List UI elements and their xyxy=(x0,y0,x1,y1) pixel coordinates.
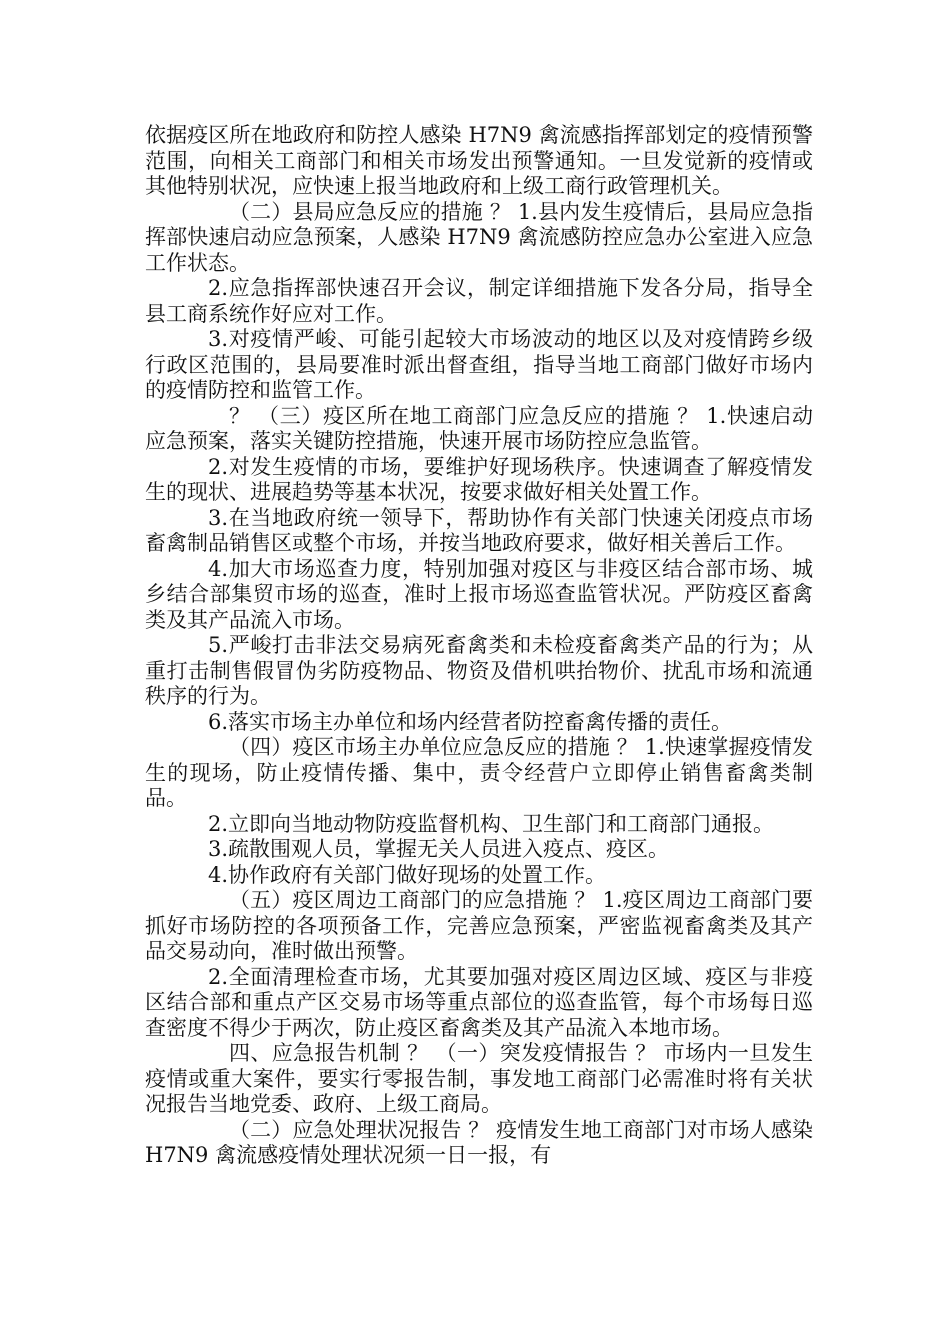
paragraph-reporting-mechanism: 四、应急报告机制 ？ （一）突发疫情报告 ？ 市场内一旦发生疫情或重大案件，要实行零报告制，事发地工商部门必需准时将有关状况报告当地党委、政府、上级工商局。 xyxy=(145,1041,813,1116)
paragraph-county-item-3: 3.对疫情严峻、可能引起较大市场波动的地区以及对疫情跨乡级行政区范围的，县局要准时派出督查组，指导当地工商部门做好市场内的疫情防控和监管工作。 xyxy=(145,327,813,402)
paragraph-local-item-6: 6.落实市场主办单位和场内经营者防控畜禽传播的责任。 xyxy=(208,709,733,734)
paragraph-local-item-2: 2.对发生疫情的市场，要维护好现场秩序。快速调查了解疫情发生的现状、进展趋势等基本状况，按要求做好相关处置工作。 xyxy=(145,454,813,504)
paragraph-market-item-4: 4.协作政府有关部门做好现场的处置工作。 xyxy=(208,862,607,887)
document-page xyxy=(145,123,813,1169)
paragraph-handling-report: （二）应急处理状况报告 ？ 疫情发生地工商部门对市场人感染 H7N9 禽流感疫情处理状况须一日一报，有 xyxy=(145,1117,813,1167)
paragraph-county-item-2: 2.应急指挥部快速召开会议，制定详细措施下发各分局，指导全县工商系统作好应对工作。 xyxy=(145,276,813,326)
paragraph-local-item-4: 4.加大市场巡查力度，特别加强对疫区与非疫区结合部市场、城乡结合部集贸市场的巡查，准时上报市场巡查监管状况。严防疫区畜禽类及其产品流入市场。 xyxy=(145,556,813,632)
paragraph-warning-scope: 依据疫区所在地政府和防控人感染 H7N9 禽流感指挥部划定的疫情预警范围，向相关工商部门和相关市场发出预警通知。一旦发觉新的疫情或其他特别状况，应快速上报当地政府和上级工商行政管理机关。 xyxy=(145,123,813,198)
paragraph-local-item-5: 5.严峻打击非法交易病死畜禽类和未检疫畜禽类产品的行为；从重打击制售假冒伪劣防疫物品、物资及借机哄抬物价、扰乱市场和流通秩序的行为。 xyxy=(145,633,813,708)
paragraph-local-response: ？ （三）疫区所在地工商部门应急反应的措施 ？ 1.快速启动应急预案，落实关键防控措施，快速开展市场防控应急监管。 xyxy=(145,403,813,453)
paragraph-market-response: （四）疫区市场主办单位应急反应的措施 ？ 1.快速掌握疫情发生的现场，防止疫情传播、集中，责令经营户立即停止销售畜禽类制品。 xyxy=(145,735,813,810)
paragraph-surrounding-item-2: 2.全面清理检查市场，尤其要加强对疫区周边区域、疫区与非疫区结合部和重点产区交易市场等重点部位的巡查监管，每个市场每日巡查密度不得少于两次，防止疫区畜禽类及其产品流入本地市场。 xyxy=(145,964,813,1040)
paragraph-market-item-2: 2.立即向当地动物防疫监督机构、卫生部门和工商部门通报。 xyxy=(208,811,775,836)
paragraph-local-item-3: 3.在当地政府统一领导下，帮助协作有关部门快速关闭疫点市场畜禽制品销售区或整个市场，并按当地政府要求，做好相关善后工作。 xyxy=(145,505,813,555)
paragraph-surrounding-response: （五）疫区周边工商部门的应急措施 ？ 1.疫区周边工商部门要抓好市场防控的各项预备工作，完善应急预案，严密监视畜禽类及其产品交易动向，准时做出预警。 xyxy=(145,888,813,963)
paragraph-market-item-3: 3.疏散围观人员，掌握无关人员进入疫点、疫区。 xyxy=(208,837,670,861)
paragraph-county-response: （二）县局应急反应的措施 ？ 1.县内发生疫情后，县局应急指挥部快速启动应急预案，人感染 H7N9 禽流感防控应急办公室进入应急工作状态。 xyxy=(145,199,813,275)
